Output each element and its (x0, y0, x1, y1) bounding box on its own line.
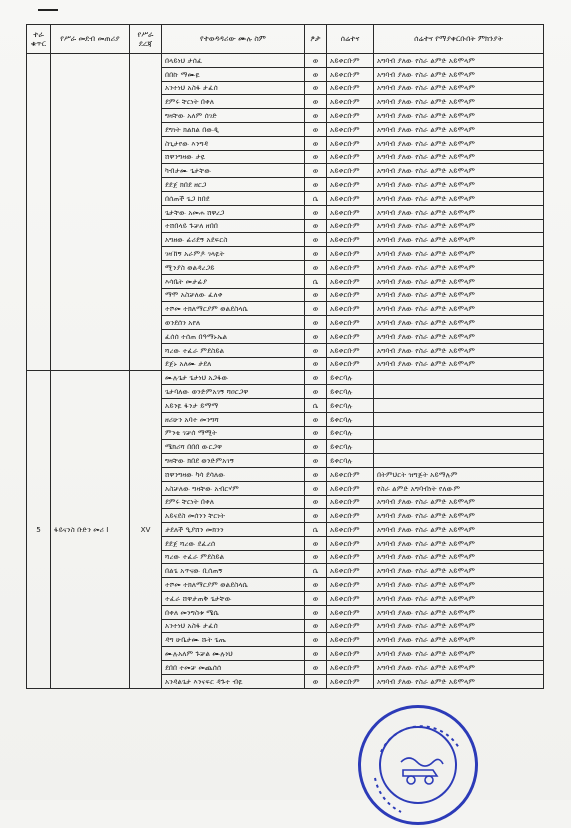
candidate-name: ምንቴ ገቻሰ ማሚት (162, 426, 305, 440)
candidate-status: አይቀርቡም (327, 178, 374, 192)
header-reason: ሰሬተና የማያቀርቡበት ምክንያት (374, 25, 544, 54)
candidate-name: ወንደሰን አየለ (162, 316, 305, 330)
candidate-sex: ወ (305, 95, 327, 109)
candidate-reason: አግባብ ያለው የስራ ልምድ አይሞላም (374, 495, 544, 509)
candidate-status: አይቀርቡም (327, 150, 374, 164)
candidate-name: ካብታሙ ጌታቸው (162, 164, 305, 178)
candidate-status: አይቀርቡም (327, 205, 374, 219)
candidate-reason (374, 371, 544, 385)
candidate-name: አንዳልጌታ እንናፍር ዳጉተ ብዬ (162, 674, 305, 688)
candidate-reason: አግባብ ያለው የስራ ልምድ አይሞላም (374, 164, 544, 178)
candidate-reason: አግባብ ያለው የስራ ልምድ አይሞላም (374, 122, 544, 136)
candidate-reason (374, 440, 544, 454)
header-name: የተወዳዳሪው ሙሉ ስም (162, 25, 305, 54)
candidate-name: ሜክሪሻ በበበ ውርጋዋ (162, 440, 305, 454)
candidate-name: ግዛቸው አለም ሰገድ (162, 109, 305, 123)
candidate-status: ይቀርባሉ (327, 371, 374, 385)
candidate-reason: አግባብ ያለው የስራ ልምድ አይሞላም (374, 357, 544, 371)
candidate-sex: ወ (305, 509, 327, 523)
candidate-name: ሙሉአለም ጉቻል ሙሉነህ (162, 647, 305, 661)
candidate-table (26, 24, 544, 689)
candidate-sex: ወ (305, 288, 327, 302)
stamp-emblem-icon (361, 708, 481, 828)
candidate-reason: አግባብ ያለው የስራ ልምድ አይሞላም (374, 260, 544, 274)
candidate-sex: ወ (305, 109, 327, 123)
candidate-name: ታደለች ዒያሸን መክንን (162, 523, 305, 537)
candidate-sex: ወ (305, 343, 327, 357)
candidate-status: አይቀርቡም (327, 647, 374, 661)
candidate-name: እሳቤት መታፊያ (162, 274, 305, 288)
candidate-reason: አግባብ ያለው የስራ ልምድ አይሞላም (374, 329, 544, 343)
candidate-name: በሰጠች ጌጋ ከበደ (162, 191, 305, 205)
candidate-status: አይቀርቡም (327, 109, 374, 123)
candidate-name: አስቻለው ግዛቸው አብርሃም (162, 481, 305, 495)
candidate-name: ማሞ አስቻለው ፈለቀ (162, 288, 305, 302)
candidate-sex: ወ (305, 150, 327, 164)
candidate-sex: ወ (305, 550, 327, 564)
candidate-status: አይቀርቡም (327, 81, 374, 95)
candidate-name: አይናደስ መሰንን ቸርነት (162, 509, 305, 523)
candidate-reason: አግባብ ያለው የስራ ልምድ አይሞላም (374, 81, 544, 95)
candidate-reason: አግባብ ያለው የስራ ልምድ አይሞላም (374, 178, 544, 192)
candidate-reason: አግባብ ያለው የስራ ልምድ አይሞላም (374, 674, 544, 688)
candidate-reason: አግባብ ያለው የስራ ልምድ አይሞላም (374, 605, 544, 619)
candidate-sex: ወ (305, 412, 327, 426)
candidate-sex: ወ (305, 54, 327, 68)
candidate-status: አይቀርቡም (327, 523, 374, 537)
candidate-name: ሙሉጌታ ጌታነህ አጋፋው (162, 371, 305, 385)
candidate-reason: አግባብ ያለው የስራ ልምድ አይሞላም (374, 564, 544, 578)
candidate-name: በልጌ አጥናው ቢሰጠኝ (162, 564, 305, 578)
candidate-name: ሚንያስ ወልዳረጋይ (162, 260, 305, 274)
candidate-name: ደጀኑ አለሙ ታደለ (162, 357, 305, 371)
candidate-reason: አግባብ ያለው የስራ ልምድ አይሞላም (374, 316, 544, 330)
candidate-name: ግዛቸው ክበደ ወንድምአገኝ (162, 454, 305, 468)
candidate-sex: ሴ (305, 398, 327, 412)
candidate-name: ሻረው ተፈራ ምደስይል (162, 550, 305, 564)
candidate-name: ደደጀ ክበደ ዘርጋ (162, 178, 305, 192)
candidate-sex: ሴ (305, 274, 327, 288)
candidate-status: አይቀርቡም (327, 495, 374, 509)
candidate-status: አይቀርቡም (327, 136, 374, 150)
candidate-status: አይቀርቡም (327, 274, 374, 288)
candidate-sex: ወ (305, 536, 327, 550)
candidate-reason: አግባብ ያለው የስራ ልምድ አይሞላም (374, 509, 544, 523)
candidate-status: አይቀርቡም (327, 509, 374, 523)
candidate-sex: ወ (305, 592, 327, 606)
candidate-status: ይቀርባሉ (327, 426, 374, 440)
candidate-sex: ሴ (305, 523, 327, 537)
candidate-sex: ወ (305, 385, 327, 399)
candidate-sex: ወ (305, 633, 327, 647)
candidate-sex: ወ (305, 426, 327, 440)
candidate-reason: የስራ ልምድ አግባብነት የለውም (374, 481, 544, 495)
candidate-sex: ወ (305, 454, 327, 468)
candidate-sex: ወ (305, 81, 327, 95)
candidate-reason (374, 412, 544, 426)
header-unit: የሥራ መደብ መጠሪያ (51, 25, 130, 54)
candidate-name: አግዘው ፊሪደኝ አደፍርስ (162, 233, 305, 247)
candidate-name: ተሾመ ተክለማርያም ወልደስላሴ (162, 578, 305, 592)
candidate-sex: ወ (305, 647, 327, 661)
candidate-status: አይቀርቡም (327, 302, 374, 316)
candidate-status: አይቀርቡም (327, 550, 374, 564)
candidate-name: አንተነህ አስፋ ታፈሰ (162, 81, 305, 95)
candidate-reason: አግባብ ያለው የስራ ልምድ አይሞላም (374, 67, 544, 81)
candidate-name: ፈሰሰ ተሰጠ በዓማኑኤል (162, 329, 305, 343)
candidate-name: በላይነህ ታሰፈ (162, 54, 305, 68)
candidate-sex: ወ (305, 247, 327, 261)
candidate-name: ደግነት ክልክል በውዲ (162, 122, 305, 136)
candidate-name: ዘሪሁን አባተ መንግሻ (162, 412, 305, 426)
candidate-name: ስጊታየው እንግዳ (162, 136, 305, 150)
candidate-status: አይቀርቡም (327, 481, 374, 495)
candidate-reason (374, 454, 544, 468)
candidate-sex: ወ (305, 440, 327, 454)
candidate-name: በቀለ መንግስቱ ሜሴ (162, 605, 305, 619)
candidate-status: አይቀርቡም (327, 674, 374, 688)
candidate-status: አይቀርቡም (327, 164, 374, 178)
candidate-sex: ወ (305, 619, 327, 633)
candidate-status: አይቀርቡም (327, 633, 374, 647)
candidate-status: አይቀርቡም (327, 122, 374, 136)
candidate-name: አይንዬ ፋንታ ይማማ (162, 398, 305, 412)
candidate-name: በበኩ ማሙዬ (162, 67, 305, 81)
candidate-status: አይቀርቡም (327, 578, 374, 592)
candidate-reason: አግባብ ያለው የስራ ልምድ አይሞላም (374, 150, 544, 164)
candidate-status: አይቀርቡም (327, 329, 374, 343)
candidate-sex: ወ (305, 260, 327, 274)
candidate-name: ተሸበላይ ጉቻለ ዘበበ (162, 219, 305, 233)
candidate-status: አይቀርቡም (327, 564, 374, 578)
table-row (27, 371, 544, 385)
candidate-reason: አግባብ ያለው የስራ ልምድ አይሞላም (374, 619, 544, 633)
candidate-status: ይቀርባሉ (327, 454, 374, 468)
candidate-sex: ወ (305, 67, 327, 81)
top-line-mark (38, 9, 58, 11)
candidate-reason: አግባብ ያለው የስራ ልምድ አይሞላም (374, 219, 544, 233)
candidate-name: ደምሩ ቸርነት በቀለ (162, 95, 305, 109)
candidate-name: ገዛኸኝ አራምዶ ገላዬት (162, 247, 305, 261)
group-num-cell (27, 54, 51, 371)
candidate-reason: በትምህርት ዝግጅት አይማሉም (374, 467, 544, 481)
candidate-reason: አግባብ ያለው የስራ ልምድ አይሞላም (374, 274, 544, 288)
candidate-status: አይቀርቡም (327, 592, 374, 606)
candidate-name: ደምሩ ቸርነት በቀለ (162, 495, 305, 509)
candidate-name: ደደጀ ሻረው ደፈረሰ (162, 536, 305, 550)
candidate-sex: ወ (305, 661, 327, 675)
candidate-reason: አግባብ ያለው የስራ ልምድ አይሞላም (374, 592, 544, 606)
candidate-sex: ወ (305, 205, 327, 219)
candidate-reason: አግባብ ያለው የስራ ልምድ አይሞላም (374, 343, 544, 357)
candidate-sex: ወ (305, 329, 327, 343)
group-unit-cell (51, 54, 130, 371)
candidate-reason: አግባብ ያለው የስራ ልምድ አይሞላም (374, 578, 544, 592)
candidate-status: አይቀርቡም (327, 219, 374, 233)
candidate-sex: ወ (305, 578, 327, 592)
candidate-sex: ወ (305, 302, 327, 316)
candidate-status: አይቀርቡም (327, 95, 374, 109)
group-code-cell (130, 54, 162, 371)
candidate-reason: አግባብ ያለው የስራ ልምድ አይሞላም (374, 205, 544, 219)
candidate-reason: አግባብ ያለው የስራ ልምድ አይሞላም (374, 233, 544, 247)
candidate-reason: አግባብ ያለው የስራ ልምድ አይሞላም (374, 54, 544, 68)
candidate-status: አይቀርቡም (327, 605, 374, 619)
candidate-reason: አግባብ ያለው የስራ ልምድ አይሞላም (374, 109, 544, 123)
candidate-sex: ወ (305, 605, 327, 619)
candidate-name: ተሾመ ተክለማርያም ወልደስላሴ (162, 302, 305, 316)
candidate-sex: ወ (305, 371, 327, 385)
candidate-reason: አግባብ ያለው የስራ ልምድ አይሞላም (374, 191, 544, 205)
header-num: ተራ ቁጥር (27, 25, 51, 54)
candidate-status: አይቀርቡም (327, 357, 374, 371)
candidate-status: አይቀርቡም (327, 54, 374, 68)
candidate-reason (374, 385, 544, 399)
candidate-status: ይቀርባሉ (327, 385, 374, 399)
candidate-reason: አግባብ ያለው የስራ ልምድ አይሞላም (374, 647, 544, 661)
candidate-name: ተፈራ ሸዋታጠቅ ጌታቸው (162, 592, 305, 606)
candidate-status: አይቀርቡም (327, 661, 374, 675)
candidate-sex: ወ (305, 233, 327, 247)
candidate-sex: ወ (305, 219, 327, 233)
candidate-reason: አግባብ ያለው የስራ ልምድ አይሞላም (374, 247, 544, 261)
candidate-reason: አግባብ ያለው የስራ ልምድ አይሞላም (374, 302, 544, 316)
candidate-sex: ወ (305, 164, 327, 178)
candidate-status: ይቀርባሉ (327, 412, 374, 426)
candidate-reason (374, 426, 544, 440)
candidate-status: አይቀርቡም (327, 467, 374, 481)
candidate-reason: አግባብ ያለው የስራ ልምድ አይሞላም (374, 288, 544, 302)
candidate-sex: ወ (305, 122, 327, 136)
candidate-sex: ወ (305, 316, 327, 330)
candidate-name: ሸዋንግዛው ካሳ ደሳለው (162, 467, 305, 481)
candidate-name: ደበበ ተመቻ መጨሰሰ (162, 661, 305, 675)
candidate-status: አይቀርቡም (327, 536, 374, 550)
candidate-sex: ሴ (305, 564, 327, 578)
header-sex: ፆታ (305, 25, 327, 54)
candidate-status: አይቀርቡም (327, 260, 374, 274)
candidate-reason: አግባብ ያለው የስራ ልምድ አይሞላም (374, 550, 544, 564)
candidate-status: አይቀርቡም (327, 191, 374, 205)
candidate-reason: አግባብ ያለው የስራ ልምድ አይሞላም (374, 95, 544, 109)
group-grade: XV (130, 371, 162, 688)
candidate-status: ይቀርባሉ (327, 440, 374, 454)
candidate-name: ሻረው ተፈራ ምደስይል (162, 343, 305, 357)
candidate-status: አይቀርቡም (327, 288, 374, 302)
group-position-title: ፋይናንስ ቡድን መሪ I (51, 371, 130, 688)
table-header-row (27, 25, 544, 54)
candidate-status: አይቀርቡም (327, 67, 374, 81)
candidate-reason: አግባብ ያለው የስራ ልምድ አይሞላም (374, 536, 544, 550)
header-status: ሰሬተና (327, 25, 374, 54)
candidate-status: አይቀርቡም (327, 619, 374, 633)
candidate-sex: ወ (305, 357, 327, 371)
candidate-name: ጌታቸው አመሐ ሸዋረጋ (162, 205, 305, 219)
candidate-name: ጌታባለው ወንድምአገኝ ሻዐርጋዋ (162, 385, 305, 399)
group-number: 5 (27, 371, 51, 688)
candidate-reason: አግባብ ያለው የስራ ልምድ አይሞላም (374, 136, 544, 150)
candidate-sex: ወ (305, 467, 327, 481)
candidate-sex: ወ (305, 481, 327, 495)
header-code: የሥራ ደረጃ (130, 25, 162, 54)
candidate-sex: ወ (305, 136, 327, 150)
candidate-sex: ወ (305, 178, 327, 192)
candidate-sex: ወ (305, 495, 327, 509)
candidate-name: ሸዋንግዛው ታዬ (162, 150, 305, 164)
candidate-reason: አግባብ ያለው የስራ ልምድ አይሞላም (374, 633, 544, 647)
candidate-reason: አግባብ ያለው የስራ ልምድ አይሞላም (374, 661, 544, 675)
candidate-sex: ሴ (305, 191, 327, 205)
candidate-status: ይቀርባሉ (327, 398, 374, 412)
candidate-status: አይቀርቡም (327, 233, 374, 247)
candidate-sex: ወ (305, 674, 327, 688)
candidate-name: አንተነህ አስፋ ታፈሰ (162, 619, 305, 633)
candidate-status: አይቀርቡም (327, 343, 374, 357)
candidate-status: አይቀርቡም (327, 316, 374, 330)
candidate-status: አይቀርቡም (327, 247, 374, 261)
candidate-name: ዳግ ሁቤታሙ ሹት ጌጤ (162, 633, 305, 647)
candidate-reason: አግባብ ያለው የስራ ልምድ አይሞላም (374, 523, 544, 537)
table-row (27, 54, 544, 68)
candidate-reason (374, 398, 544, 412)
official-stamp (358, 705, 478, 825)
